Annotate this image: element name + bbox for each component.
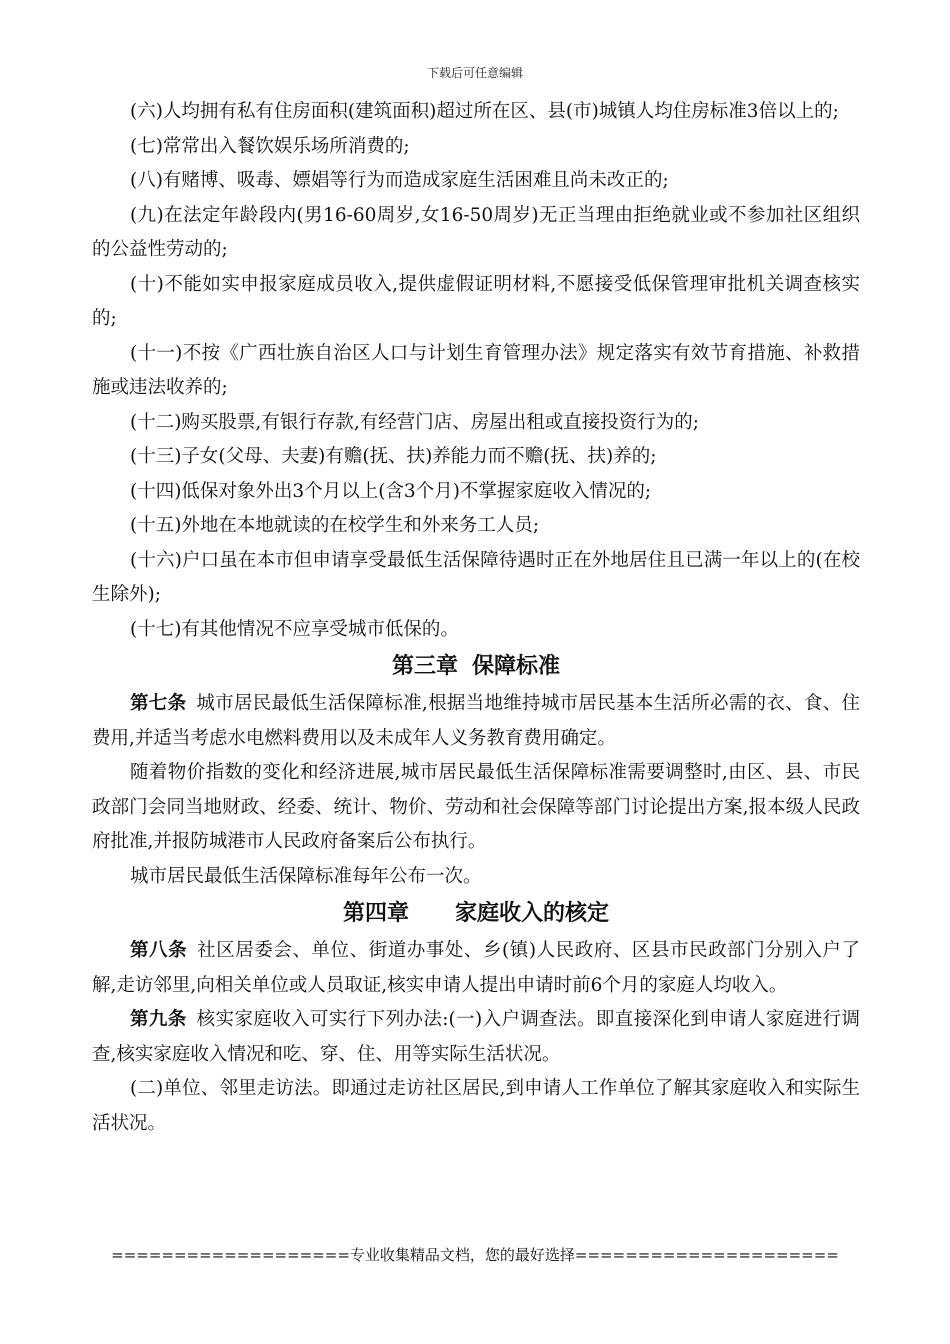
article-8	[92, 934, 860, 1003]
paragraph: 随着物价指数的变化和经济进展,城市居民最低生活保障标准需要调整时,由区、县、市民政部门会同当地财政、经委、统计、物价、劳动和社会保障等部门讨论提出方案,报本级人民政府批准,并报防城港市人民政府备案后公布执行。	[92, 762, 860, 852]
chapter-title: 保障标准	[472, 654, 561, 679]
list-item: (六)人均拥有私有住房面积(建筑面积)超过所在区、县(市)城镇人均住房标准3倍以上的;	[130, 101, 839, 122]
list-item: (十四)低保对象外出3个月以上(含3个月)不掌握家庭收入情况的;	[130, 480, 652, 502]
list-item: (七)常常出入餐饮娱乐场所消费的;	[130, 135, 410, 157]
document-body	[92, 95, 860, 1141]
list-item: (十二)购买股票,有银行存款,有经营门店、房屋出租或直接投资行为的;	[130, 411, 699, 433]
list-item: (十六)户口虽在本市但申请享受最低生活保障待遇时正在外地居住且已满一年以上的(在校生除外);	[92, 549, 860, 605]
page-header: 下载后可任意编辑	[426, 66, 523, 80]
article-text: 城市居民最低生活保障标准,根据当地维持城市居民基本生活所必需的衣、食、住费用,并适当考虑水电燃料费用以及未成年人义务教育费用确定。	[92, 693, 860, 749]
page-footer: ===================专业收集精品文档，您的最好选择=====================	[111, 1246, 839, 1264]
chapter-4-heading	[92, 894, 860, 934]
article-label: 第七条	[130, 693, 187, 714]
article-9	[92, 1003, 860, 1072]
list-item: (八)有赌博、吸毒、嫖娼等行为而造成家庭生活困难且尚未改正的;	[130, 170, 669, 191]
list-item: (九)在法定年龄段内(男16-60周岁,女16-50周岁)无正当理由拒绝就业或不参加社区组织的公益性劳动的;	[92, 204, 860, 260]
list-item: (十五)外地在本地就读的在校学生和外来务工人员;	[130, 515, 540, 536]
list-item: (十)不能如实申报家庭成员收入,提供虚假证明材料,不愿接受低保管理审批机关调查核实的;	[92, 273, 860, 329]
list-item: (十三)子女(父母、夫妻)有赡(抚、扶)养能力而不赡(抚、扶)养的;	[130, 446, 657, 467]
chapter-number: 第四章	[342, 901, 409, 926]
article-7	[92, 687, 860, 756]
list-item: (十一)不按《广西壮族自治区人口与计划生育管理办法》规定落实有效节育措施、补救措施或违法收养的;	[92, 342, 860, 398]
article-label: 第九条	[130, 1009, 187, 1030]
chapter-number: 第三章	[391, 654, 458, 679]
paragraph: 城市居民最低生活保障标准每年公布一次。	[130, 865, 482, 887]
article-label: 第八条	[130, 940, 188, 961]
list-item: (十七)有其他情况不应享受城市低保的。	[130, 618, 459, 640]
article-text: 社区居委会、单位、街道办事处、乡(镇)人民政府、区县市民政部门分别入户了解,走访邻里,向相关单位或人员取证,核实申请人提出申请时前6个月的家庭人均收入。	[92, 940, 860, 996]
chapter-3-heading	[92, 647, 860, 687]
chapter-title: 家庭收入的核定	[455, 901, 610, 926]
paragraph: (二)单位、邻里走访法。即通过走访社区居民,到申请人工作单位了解其家庭收入和实际生活状况。	[92, 1078, 860, 1134]
article-text: 核实家庭收入可实行下列办法:(一)入户调查法。即直接深化到申请人家庭进行调查,核实家庭收入情况和吃、穿、住、用等实际生活状况。	[92, 1009, 860, 1065]
